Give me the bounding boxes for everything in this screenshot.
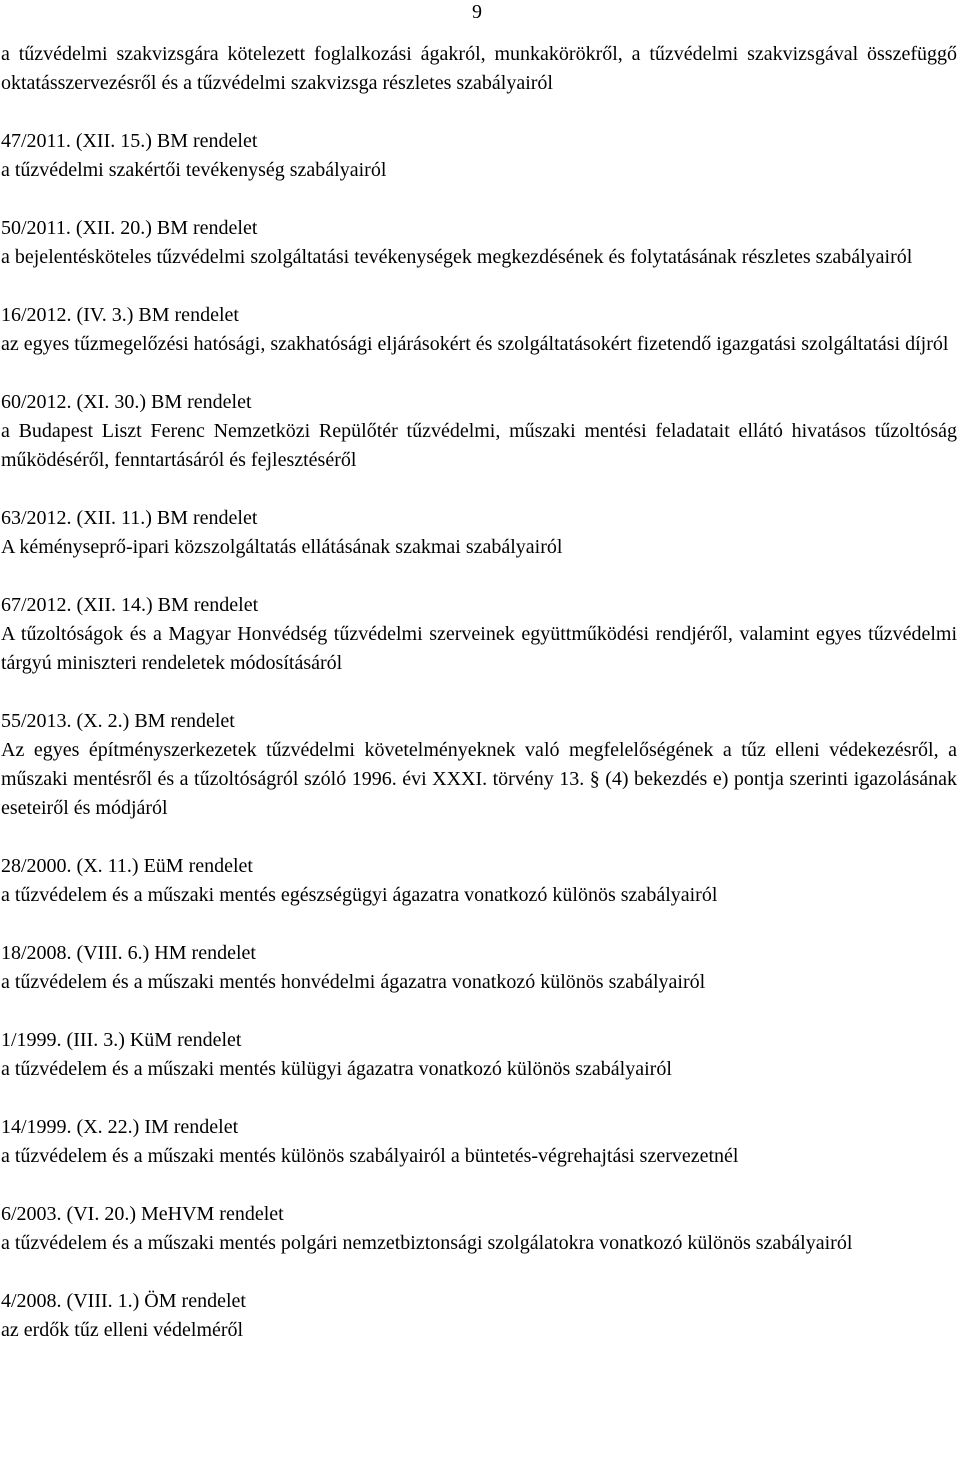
regulation-entry: [1, 852, 957, 910]
regulation-text: a tűzvédelem és a műszaki mentés külügyi ágazatra vonatkozó különös szabályairól: [1, 1058, 672, 1080]
regulation-entry: [1, 939, 957, 997]
regulation-title: 63/2012. (XII. 11.) BM rendelet: [1, 507, 258, 529]
regulation-entry: [1, 504, 957, 562]
regulation-text: a Budapest Liszt Ferenc Nemzetközi Repülőtér tűzvédelmi, műszaki mentési feladatait ellátó hivatásos tűzoltóság működéséről, fenntartásáról és fejlesztéséről: [1, 420, 957, 471]
regulation-text: a bejelentésköteles tűzvédelmi szolgáltatási tevékenységek megkezdésének és folytatásának részletes szabályairól: [1, 246, 913, 268]
regulation-entry: [1, 214, 957, 272]
regulation-entry: [1, 707, 957, 823]
regulation-text: A tűzoltóságok és a Magyar Honvédség tűzvédelmi szerveinek együttműködési rendjéről, valamint egyes tűzvédelmi tárgyú miniszteri rendeletek módosításáról: [1, 623, 957, 674]
page-number: 9: [472, 1, 482, 23]
regulation-text: Az egyes építményszerkezetek tűzvédelmi követelményeknek való megfelelőségének a tűz elleni védekezésről, a műszaki mentésről és a tűzoltóságról szóló 1996. évi XXXI. törvény 13. § (4) bekezdés e) pontja szerinti igazolásának eseteiről és módjáról: [1, 739, 957, 819]
regulation-title: 16/2012. (IV. 3.) BM rendelet: [1, 304, 239, 326]
regulation-entry: [1, 1026, 957, 1084]
regulation-title: 6/2003. (VI. 20.) MeHVM rendelet: [1, 1203, 284, 1225]
regulation-entry: [1, 388, 957, 475]
regulation-text: a tűzvédelem és a műszaki mentés egészségügyi ágazatra vonatkozó különös szabályairól: [1, 884, 718, 906]
regulation-text: A kéményseprő-ipari közszolgáltatás ellátásának szakmai szabályairól: [1, 536, 563, 558]
regulation-entry: [1, 1287, 957, 1345]
regulation-title: 4/2008. (VIII. 1.) ÖM rendelet: [1, 1290, 246, 1312]
regulation-title: 18/2008. (VIII. 6.) HM rendelet: [1, 942, 256, 964]
regulation-title: 14/1999. (X. 22.) IM rendelet: [1, 1116, 239, 1138]
regulation-title: 28/2000. (X. 11.) EüM rendelet: [1, 855, 253, 877]
regulation-text: az erdők tűz elleni védelméről: [1, 1319, 244, 1341]
regulation-text: a tűzvédelem és a műszaki mentés különös szabályairól a büntetés-végrehajtási szervezetnél: [1, 1145, 739, 1167]
regulation-title: 55/2013. (X. 2.) BM rendelet: [1, 710, 235, 732]
regulation-text: a tűzvédelmi szakértői tevékenység szabályairól: [1, 159, 387, 181]
regulation-entry: [1, 1200, 957, 1258]
regulation-entry: [1, 127, 957, 185]
regulation-entry: [1, 301, 957, 359]
regulation-text: a tűzvédelem és a műszaki mentés honvédelmi ágazatra vonatkozó különös szabályairól: [1, 971, 706, 993]
regulation-title: 1/1999. (III. 3.) KüM rendelet: [1, 1029, 242, 1051]
regulation-title: 60/2012. (XI. 30.) BM rendelet: [1, 391, 252, 413]
regulation-entry: [1, 1113, 957, 1171]
regulation-title: 47/2011. (XII. 15.) BM rendelet: [1, 130, 258, 152]
regulation-title: 50/2011. (XII. 20.) BM rendelet: [1, 217, 258, 239]
regulation-title: 67/2012. (XII. 14.) BM rendelet: [1, 594, 259, 616]
regulation-text: a tűzvédelem és a műszaki mentés polgári nemzetbiztonsági szolgálatokra vonatkozó különös szabályairól: [1, 1232, 853, 1254]
regulation-text: az egyes tűzmegelőzési hatósági, szakhatósági eljárásokért és szolgáltatásokért fizetendő igazgatási szolgáltatási díjról: [1, 333, 949, 355]
regulation-entry: [1, 591, 957, 678]
intro-paragraph: a tűzvédelmi szakvizsgára kötelezett foglalkozási ágakról, munkakörökről, a tűzvédelmi szakvizsgával összefüggő oktatásszervezésről és a tűzvédelmi szakvizsga részletes szabályairól: [1, 43, 957, 94]
document-body: [1, 40, 957, 1345]
